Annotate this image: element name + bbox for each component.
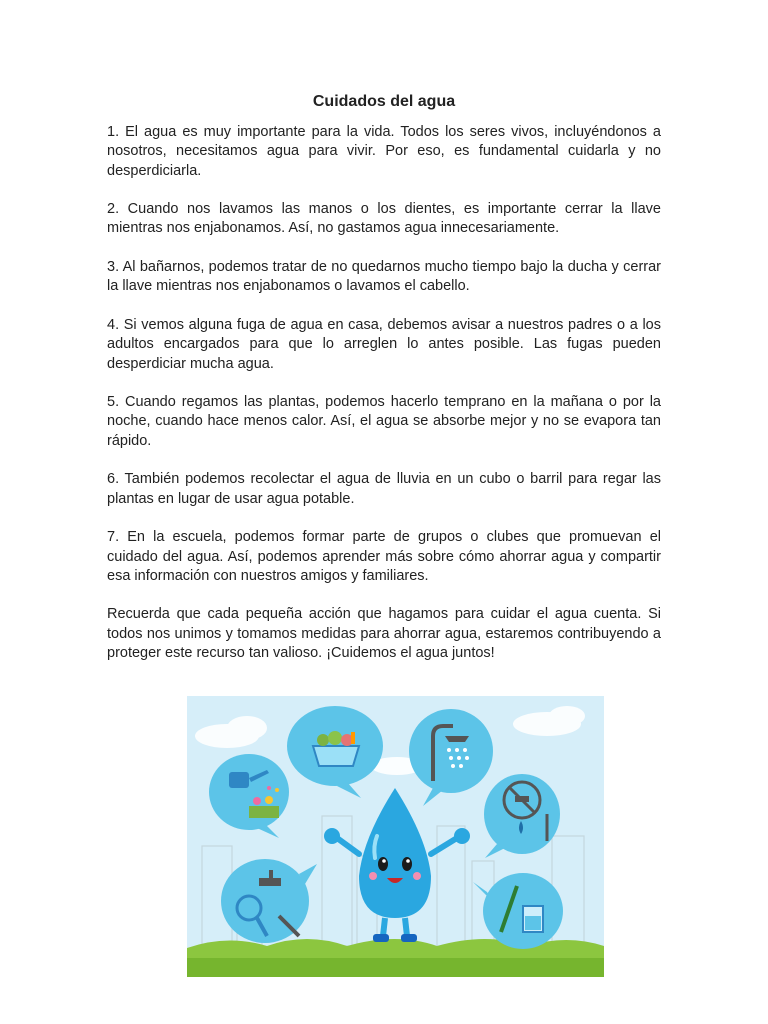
water-care-illustration xyxy=(187,696,604,977)
paragraph-4: 4. Si vemos alguna fuga de agua en casa, debemos avisar a nuestros padres o a los adultos encargados para que lo arreglen lo antes posible. Las fugas pueden desperdiciar mucha agua. xyxy=(107,316,661,372)
paragraph-5: 5. Cuando regamos las plantas, podemos hacerlo temprano en la mañana o por la noche, cuando hace menos calor. Así, el agua se absorbe mejor y no se evapora tan rápido. xyxy=(107,394,661,449)
paragraph-2: 2. Cuando nos lavamos las manos o los dientes, es importante cerrar la llave mientras nos enjabonamos. Así, no gastamos agua innecesariamente. xyxy=(107,201,661,237)
vegetable-basin-icon xyxy=(313,731,359,766)
paragraph-3: 3. Al bañarnos, podemos tratar de no quedarnos mucho tiempo bajo la ducha y cerrar la llave mientras nos enjabonamos o lavamos el cabello. xyxy=(107,259,661,295)
paragraph-1: 1. El agua es muy importante para la vida. Todos los seres vivos, incluyéndonos a nosotros, necesitamos agua para vivir. Por eso, es fundamental cuidarla y no desperdiciarla. xyxy=(107,124,661,179)
document-body xyxy=(107,123,661,683)
page-title: Cuidados del agua xyxy=(312,93,456,110)
paragraph-7: 7. En la escuela, podemos formar parte de grupos o clubes que promuevan el cuidado del agua. Así, podemos aprender más sobre cómo ahorrar agua y compartir esa información con nuestros amigos y familiares. xyxy=(107,529,661,584)
closing-paragraph: Recuerda que cada pequeña acción que hagamos para cuidar el agua cuenta. Si todos nos unimos y tomamos medidas para ahorrar agua, estaremos contribuyendo a proteger este recurso tan valioso. ¡Cuidemos el agua juntos! xyxy=(107,606,661,662)
paragraph-6: 6. También podemos recolectar el agua de lluvia en un cubo o barril para regar las plantas en lugar de usar agua potable. xyxy=(107,471,661,507)
